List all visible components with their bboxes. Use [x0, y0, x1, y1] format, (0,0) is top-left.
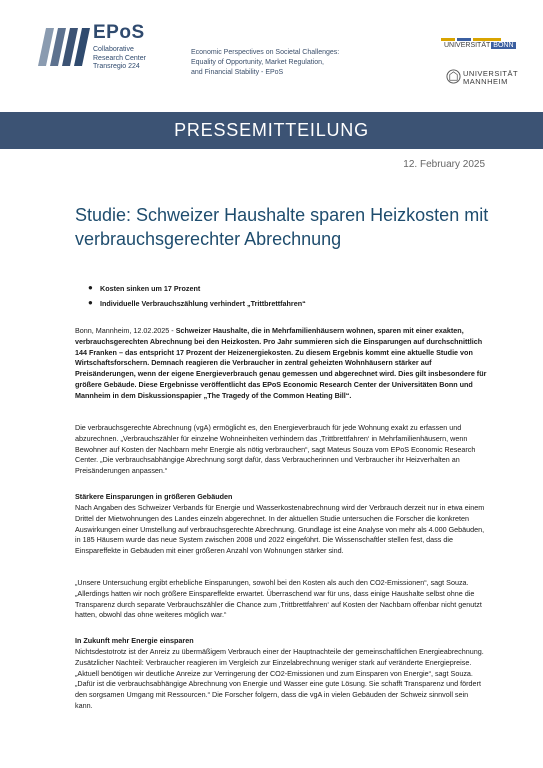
lead-paragraph: Bonn, Mannheim, 12.02.2025 - Schweizer Haushalte, die in Mehrfamilienhäusern wohnen, sparen mit einer exakten, verbrauchsgerechten Abrechnung bei den Heizkosten. Pro Jahr summieren sich die Einsparungen auf durchschnittlich 144 Franken – das entspricht 17 Prozent der Heizenergiekosten. Zu diesem Ergebnis kommt eine aktuelle Studie von Wirtschaftsforschern. Demnach reagieren die Verbraucher in zentral geheizten Wohnhäusern stärker auf Preisänderungen, wenn der eigene Energieverbrauch genau gemessen und abgerechnet wird. Dies gilt insbesondere für größere Gebäude. Diese Ergebnisse veröffentlicht das EPoS Economic Research Center der Universitäten Bonn und Mannheim in dem Diskussionspapier „The Tragedy of the Common Heating Bill“. — [75, 326, 487, 400]
paragraph: Die verbrauchsgerechte Abrechnung (vgA) ermöglicht es, den Energieverbrauch für jede Wohnung exakt zu erfassen und abzurechnen. „Verbrauchszähler für einzelne Wohneinheiten verhindern das ‚Trittbrettfahren‘ in Mehrfamilienhäusern, wenn Bewohner auf Kosten der Nachbarn mehr Energie als nötig verbrauchen“, sagt Mateus Souza vom EPoS Economic Research Center. „Die verbrauchsabhängige Abrechnung sorgt dafür, dass Verbraucherinnen und Verbraucher ihr Heizverhalten an Preisänderungen anpassen.“ — [75, 423, 476, 476]
logo-title: EPoS — [93, 22, 145, 43]
bonn-logo-bars-icon — [441, 38, 501, 41]
university-bonn-logo: UNIVERSITÄT BONN — [444, 42, 514, 49]
paragraph: Nach Angaben des Schweizer Verbands für Energie und Wasserkostenabrechnung wird der Verbrauch derzeit nur in etwa einem Drittel der Mietwohnungen des Landes einzeln abgerechnet. In der aktuellen Studie untersuchen die Forscher die konkreten Auswirkungen einer Umstellung auf verbrauchsgerechte Abrechnung. Grundlage ist eine Analyse von mehr als 4.000 Gebäuden, in 185 Häusern wurde das neue System zwischen 2008 und 2022 eingeführt. Die Wissenschaftler stellen fest, dass die Einspareffekte in Gebäuden mit einer größeren Anzahl von Wohnungen stärker sind. — [75, 503, 485, 556]
bullet-icon: ● — [88, 283, 93, 292]
paragraph: Nichtsdestotrotz ist der Anreiz zu übermäßigem Verbrauch einer der Hauptnachteile der gemeinschaftlichen Energieabrechnung. Zusätzlicher Nachteil: Verbraucher reagieren im Vergleich zur Einzelabrechnung weniger stark auf veränderte Energiepreise. „Aktuell benötigen wir deutliche Anreize zur Verringerung der CO2-Emissionen und zum Einsparen von Energie“, sagt Souza. „Dafür ist die verbrauchsabhängige Abrechnung von Energie und Wasser eine gute Lösung. Sie schafft Transparenz und fördert den sorgsamen Umgang mit Ressourcen.“ Die Forscher folgern, dass die vgA in vielen Gebäuden der Schweiz sinnvoll sein kann. — [75, 647, 484, 710]
banner-title: PRESSEMITTEILUNG — [174, 120, 369, 140]
section-heading: Stärkere Einsparungen in größeren Gebäuden — [75, 492, 233, 501]
press-date: 12. February 2025 — [403, 159, 485, 170]
bullet-icon: ● — [88, 298, 93, 307]
epos-logo-icon — [36, 24, 96, 66]
quote-paragraph: „Unsere Untersuchung ergibt erhebliche Einsparungen, sowohl bei den Kosten als auch den CO2-Emissionen“, sagt Souza. „Allerdings hatten wir noch größere Einspareffekte erwartet. Überraschend war für uns, dass einige Haushalte selbst ohne die Transparenz durch separate Verbrauchszähler die Chance zum ‚Trittbrettfahren‘ auf Kosten der Nachbarn offenbar nicht genutzt hatten, obwohl das ohne weiteres möglich war.“ — [75, 578, 482, 620]
logo-subtitle: Collaborative Research Center Transregio 224 — [93, 46, 146, 71]
university-mannheim-logo: UNIVERSITÄT MANNHEIM — [463, 69, 519, 86]
section-heading: In Zukunft mehr Energie einsparen — [75, 636, 194, 645]
headline: Studie: Schweizer Haushalte sparen Heizkosten mit verbrauchsgerechter Abrechnung — [75, 205, 489, 249]
tagline: Economic Perspectives on Societal Challenges: Equality of Opportunity, Market Regulation, and Financial Stability - EPoS — [191, 49, 340, 76]
mannheim-seal-icon — [446, 69, 461, 84]
